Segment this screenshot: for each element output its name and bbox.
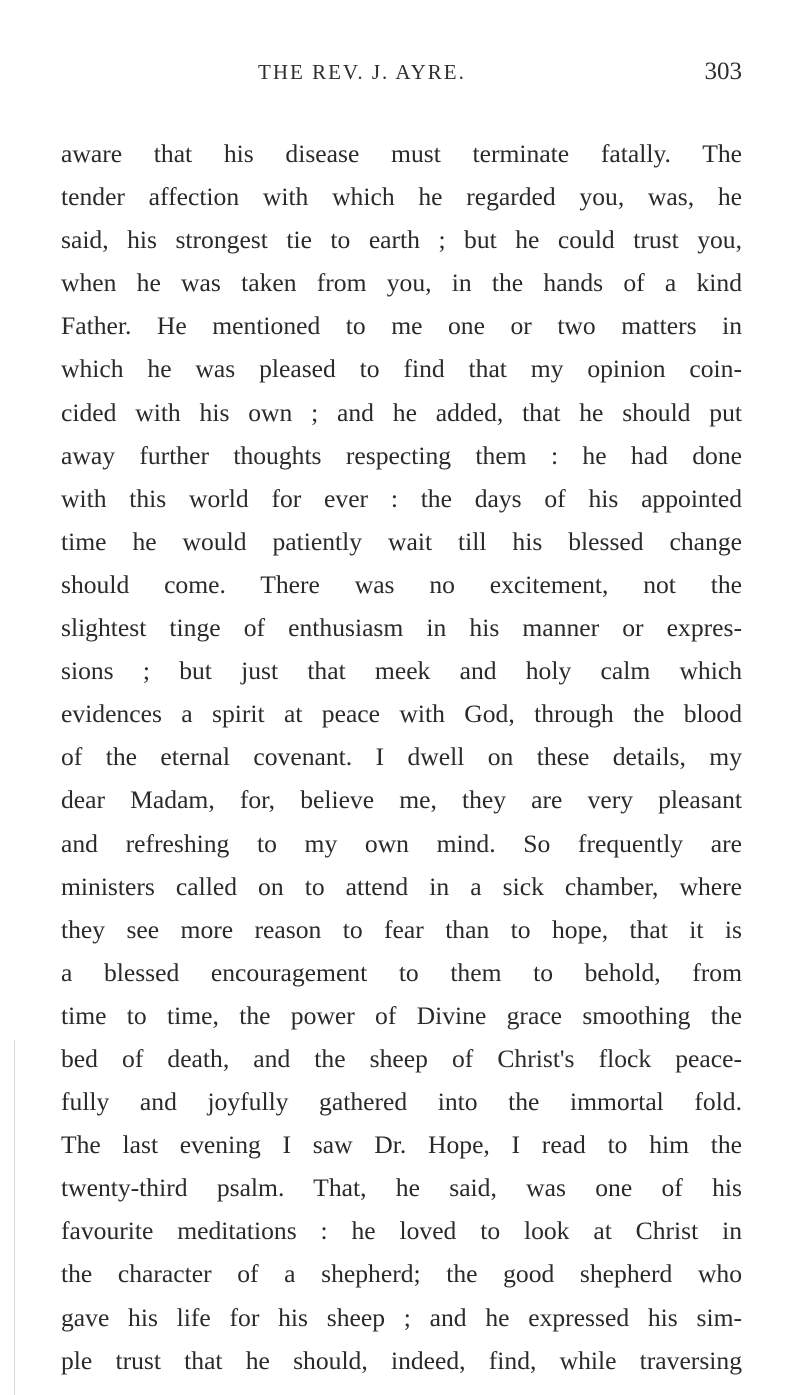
text-line: dear Madam, for, believe me, they are very pleasant [61, 785, 742, 815]
text-line: away further thoughts respecting them : he had done [61, 440, 742, 470]
text-line: said, his strongest tie to earth ; but he could trust you, [61, 225, 742, 255]
text-line: a blessed encouragement to them to behold, from [61, 957, 742, 987]
text-line: gave his life for his sheep ; and he expressed his sim- [61, 1302, 742, 1332]
text-line: favourite meditations : he loved to look at Christ in [61, 1216, 742, 1246]
body-text [61, 132, 742, 1382]
text-line: time he would patiently wait till his blessed change [61, 526, 742, 556]
text-line: bed of death, and the sheep of Christ's flock peace- [61, 1043, 742, 1073]
text-line: aware that his disease must terminate fatally. The [61, 139, 742, 168]
text-line: fully and joyfully gathered into the immortal fold. [61, 1087, 742, 1117]
page-number: 303 [704, 58, 742, 85]
text-line: The last evening I saw Dr. Hope, I read to him the [61, 1130, 742, 1160]
text-line: ple trust that he should, indeed, find, while traversing [61, 1345, 742, 1375]
text-line: which he was pleased to find that my opinion coin- [61, 354, 742, 384]
text-line: with this world for ever : the days of his appointed [61, 483, 742, 513]
text-line: of the eternal covenant. I dwell on these details, my [61, 742, 742, 772]
text-line: tender affection with which he regarded you, was, he [61, 182, 742, 212]
text-line: they see more reason to fear than to hope, that it is [61, 914, 742, 944]
text-line: should come. There was no excitement, not the [61, 569, 742, 599]
text-line: twenty-third psalm. That, he said, was one of his [61, 1173, 742, 1203]
page-edge-shadow [14, 1040, 15, 1395]
text-line: and refreshing to my own mind. So frequently are [61, 828, 742, 858]
text-line: Father. He mentioned to me one or two matters in [61, 311, 742, 341]
text-line: the character of a shepherd; the good shepherd who [61, 1259, 742, 1289]
text-line: when he was taken from you, in the hands of a kind [61, 268, 742, 298]
text-line: cided with his own ; and he added, that he should put [61, 397, 742, 427]
text-line: sions ; but just that meek and holy calm which [61, 656, 742, 686]
text-line: slightest tinge of enthusiasm in his manner or expres- [61, 613, 742, 643]
text-line: evidences a spirit at peace with God, through the blood [61, 699, 742, 729]
text-line: time to time, the power of Divine grace smoothing the [61, 1000, 742, 1030]
text-line: ministers called on to attend in a sick chamber, where [61, 871, 742, 901]
running-title: THE REV. J. AYRE. [258, 60, 466, 84]
